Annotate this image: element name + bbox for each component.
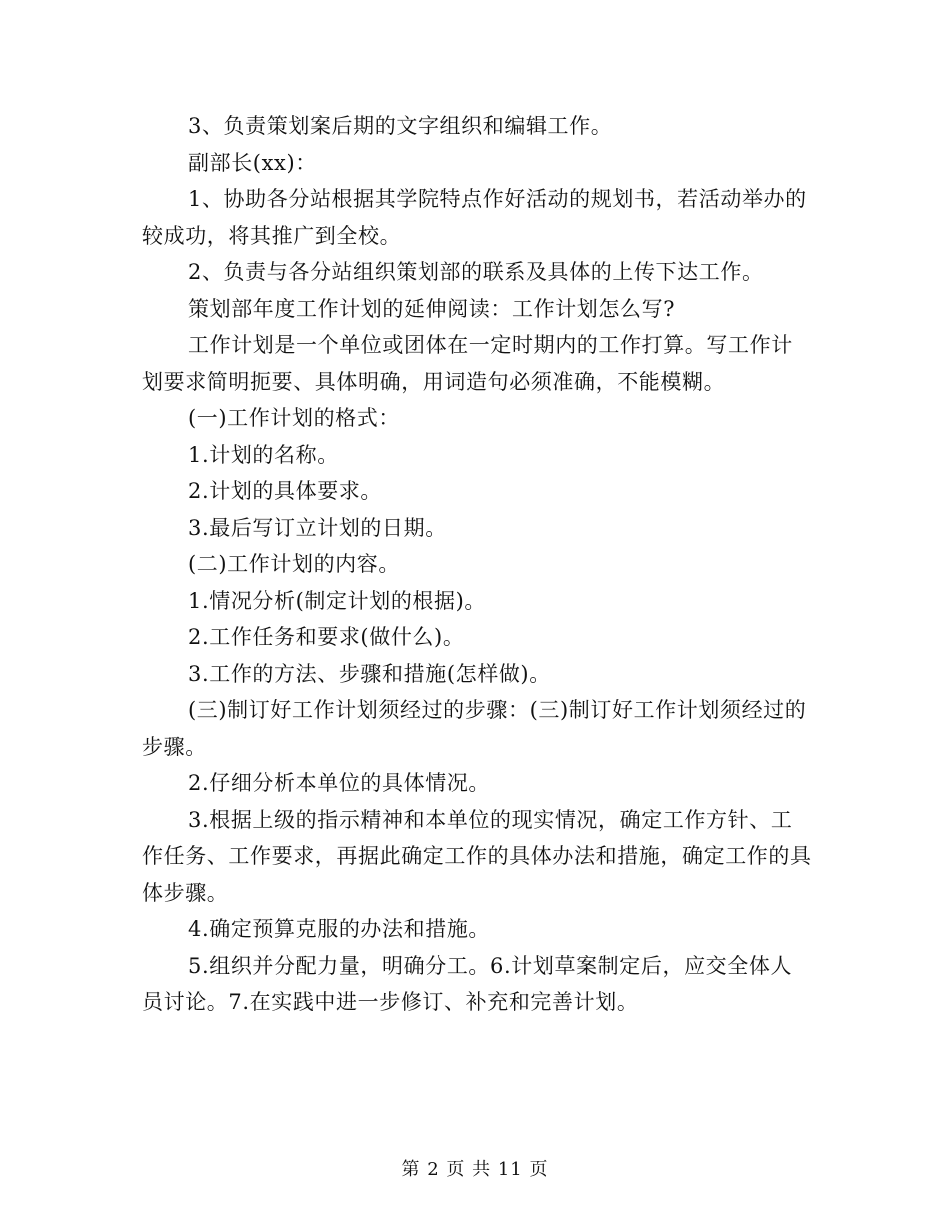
section-heading: (一)工作计划的格式： [188, 406, 400, 430]
page-number-footer: 第 2 页 共 11 页 [401, 1159, 549, 1180]
list-item: 4.确定预算克服的办法和措施。 [188, 917, 491, 941]
list-item: 1.计划的名称。 [188, 442, 339, 467]
document-body [142, 108, 812, 1021]
section-heading: (二)工作计划的内容。 [188, 552, 400, 576]
list-item: 2.计划的具体要求。 [188, 479, 383, 503]
list-item: 2.工作任务和要求(做什么)。 [188, 625, 465, 649]
list-item: 5.组织并分配力量，明确分工。6.计划草案制定后，应交全体人员讨论。7.在实践中进一步修订、补充和完善计划。 [142, 953, 793, 1014]
paragraph: 工作计划是一个单位或团体在一定时期内的工作打算。写工作计划要求简明扼要、具体明确，用词造句必须准确，不能模糊。 [142, 333, 793, 394]
section-heading: (三)制订好工作计划须经过的步骤：(三)制订好工作计划须经过的步骤。 [142, 698, 807, 759]
paragraph: 2、负责与各分站组织策划部的联系及具体的上传下达工作。 [188, 260, 764, 284]
paragraph: 副部长(xx)： [188, 150, 317, 175]
list-item: 2.仔细分析本单位的具体情况。 [188, 771, 491, 795]
paragraph: 策划部年度工作计划的延伸阅读：工作计划怎么写? [188, 296, 676, 321]
list-item: 3.工作的方法、步骤和措施(怎样做)。 [188, 661, 551, 686]
paragraph: 1、协助各分站根据其学院特点作好活动的规划书，若活动举办的较成功，将其推广到全校。 [142, 187, 807, 248]
list-item: 3.最后写订立计划的日期。 [188, 515, 447, 540]
paragraph: 3、负责策划案后期的文字组织和编辑工作。 [188, 114, 613, 138]
list-item: 3.根据上级的指示精神和本单位的现实情况，确定工作方针、工作任务、工作要求，再据此确定工作的具体办法和措施，确定工作的具体步骤。 [142, 807, 812, 905]
list-item: 1.情况分析(制定计划的根据)。 [188, 588, 487, 613]
